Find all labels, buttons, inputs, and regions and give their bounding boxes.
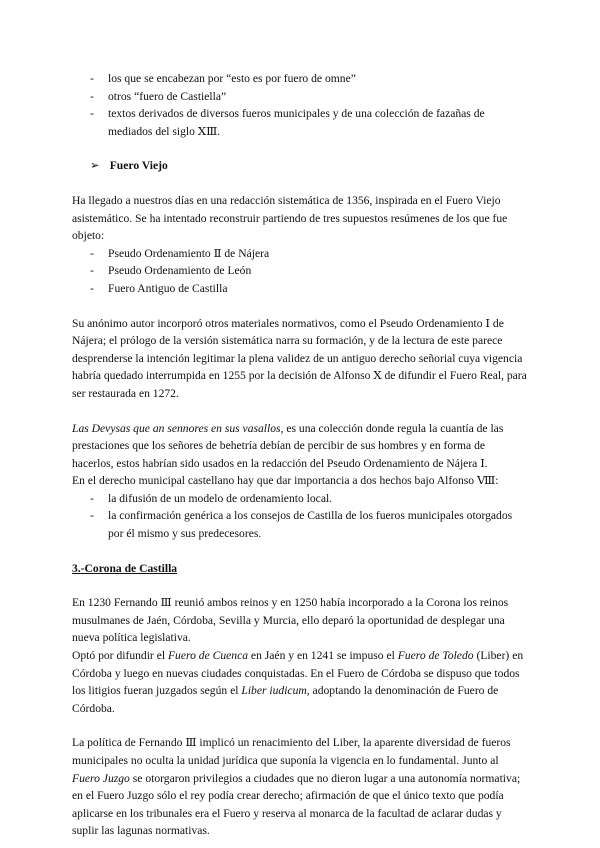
paragraph-politica-liber: La política de Fernando Ⅲ implicó un renacimiento del Liber, la aparente diversidad de fueros municipales no oculta la unidad jurídica que suponía la vigencia en lo fundamental. Junto al Fuero Juzgo se otorgaron privilegios a ciudades que no dieron lugar a una autonomía normativa; en el Fuero Juzgo sólo el rey podía crear derecho; afirmación de que el único texto que podía aplicarse en los tribunales era el Fuero y reserva al monarca de la facultad de aclarar dudas y suplir las lagunas normativas. (72, 736, 521, 838)
paragraph-fueros-difusion: Optó por difundir el Fuero de Cuenca en Jaén y en 1241 se impuso el Fuero de Toledo (Liber) en Córdoba y luego en nuevas ciudades conquistadas. En el Fuero de Córdoba se dispuso que todos los litigios fueran juzgados según el Liber iudicum, adoptando la denominación de Fuero de Córdoba. (72, 649, 524, 715)
document-page (72, 70, 528, 840)
paragraph-fuero-viejo-intro: Ha llegado a nuestros días en una redacción sistemática de 1356, inspirada en el Fuero Viejo asistemático. Se ha intentado reconstruir partiendo de tres supuestos resúmenes de los que fue objeto: (72, 193, 508, 243)
paragraph-fernando-iii: En 1230 Fernando Ⅲ reunió ambos reinos y en 1250 había incorporado a la Corona los reinos musulmanes de Jaén, Córdoba, Sevilla y Murcia, ello deparó la oportunidad de desplegar una nueva política legislativa. (72, 596, 509, 645)
list-item: - la difusión de un modelo de ordenamiento local. (90, 491, 333, 505)
paragraph-devysas: Las Devysas que an sennores en sus vasallos, es una colección donde regula la cuantía de las prestaciones que los señores de behetría debían de percibir de sus hombres y en forma de hacerlos, estos habrían sido usados en la redacción del Pseudo Ordenamiento de Nájera Ⅰ. En el derecho municipal castellano hay que dar importancia a dos hechos bajo Alfonso Ⅷ: (72, 421, 504, 488)
paragraph-autor-anonimo: Su anónimo autor incorporó otros materiales normativos, como el Pseudo Ordenamiento Ⅰ de Nájera; el prólogo de la versión sistemática narra su formación, y de la lectura de este parece desprenderse la intención legitimar la plena validez de un antiguo derecho señorial cuya vigencia habría quedado interrumpida en 1255 por la decisión de Alfonso Ⅹ de difundir el Fuero Real, para ser restaurada en 1272. (72, 316, 527, 400)
list-item: - textos derivados de diversos fueros municipales y de una colección de fazañas de mediados del siglo ⅩⅢ. (90, 107, 485, 138)
list-item: - Pseudo Ordenamiento de León (90, 264, 252, 278)
heading-fuero-viejo: ➢ Fuero Viejo (90, 159, 168, 173)
list-item: - los que se encabezan por “esto es por fuero de omne” (90, 72, 356, 85)
list-resumenes (72, 245, 528, 298)
list-item: - otros “fuero de Castiella” (90, 89, 227, 103)
arrow-bullet-icon: ➢ (90, 159, 100, 173)
section-heading-corona-castilla: 3.-Corona de Castilla (72, 561, 178, 575)
list-fuero-castilla-texts (72, 70, 528, 140)
list-item: - Pseudo Ordenamiento Ⅱ de Nájera (90, 246, 270, 260)
list-item: - Fuero Antiguo de Castilla (90, 281, 228, 295)
list-hechos-alfonso-viii (72, 490, 528, 543)
list-item: - la confirmación genérica a los consejos de Castilla de los fueros municipales otorgados por él mismo y sus predecesores. (90, 509, 513, 541)
